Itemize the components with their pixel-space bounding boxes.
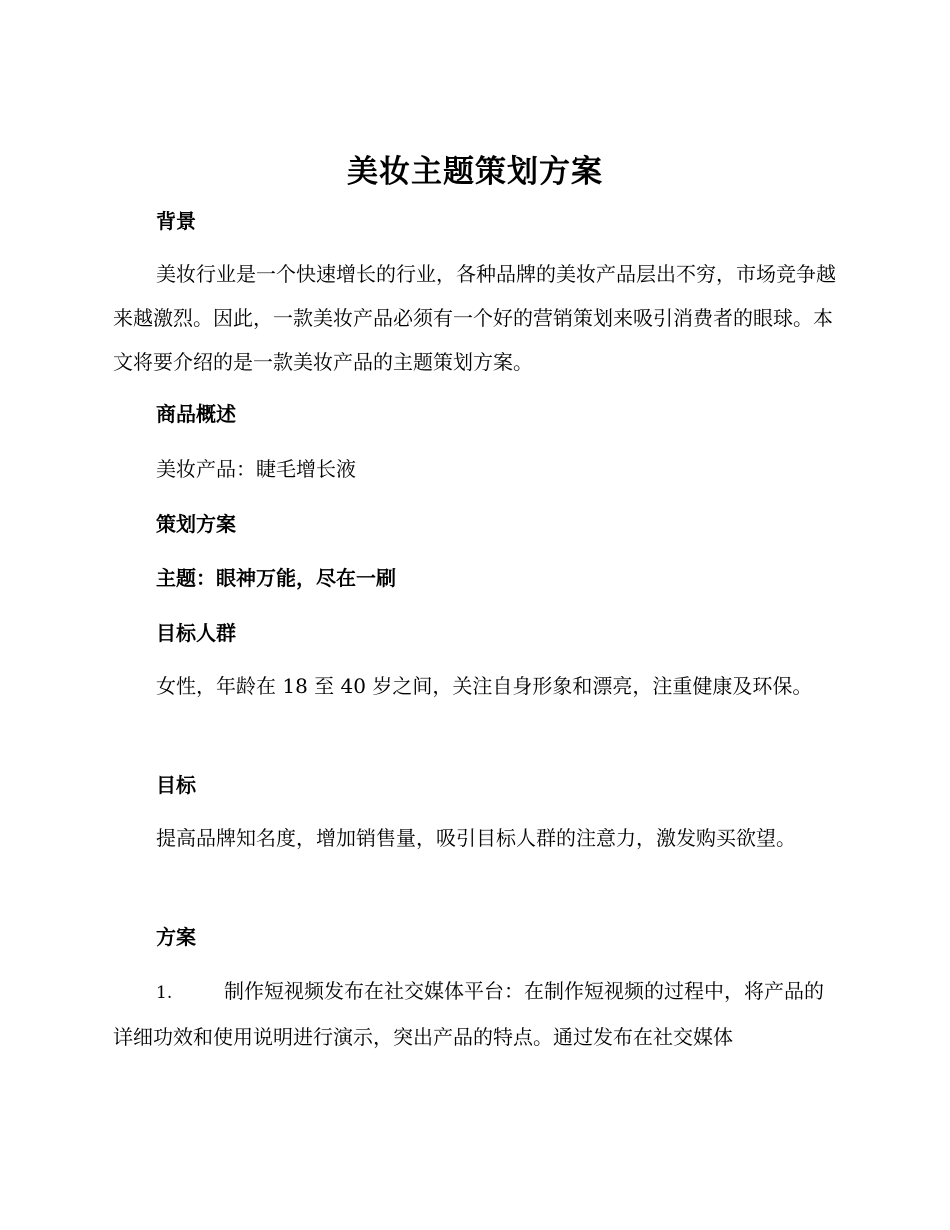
theme-heading: 主题：眼神万能，尽在一刷	[156, 566, 396, 590]
product-heading: 商品概述	[156, 402, 236, 426]
goal-heading: 目标	[156, 773, 196, 797]
audience-heading: 目标人群	[156, 621, 236, 645]
background-heading: 背景	[156, 209, 196, 233]
background-paragraph: 美妆行业是一个快速增长的行业，各种品牌的美妆产品层出不穷，市场竞争越来越激烈。因此，一款美妆产品必须有一个好的营销策划来吸引消费者的眼球。本文将要介绍的是一款美妆产品的主题策划方案。	[113, 262, 836, 374]
document-title: 美妆主题策划方案	[347, 154, 603, 190]
scheme-heading: 方案	[156, 925, 196, 949]
goal-paragraph: 提高品牌知名度，增加销售量，吸引目标人群的注意力，激发购买欲望。	[156, 826, 796, 850]
audience-paragraph: 女性，年龄在 18 至 40 岁之间，关注自身形象和漂亮，注重健康及环保。	[156, 674, 813, 698]
list-item-number: 1.	[156, 983, 173, 1003]
scheme-list-item	[113, 969, 843, 1059]
list-item-text: 制作短视频发布在社交媒体平台：在制作短视频的过程中，将产品的详细功效和使用说明进行演示，突出产品的特点。通过发布在社交媒体	[113, 979, 824, 1049]
plan-heading: 策划方案	[156, 512, 236, 536]
product-paragraph: 美妆产品：睫毛增长液	[156, 457, 356, 481]
